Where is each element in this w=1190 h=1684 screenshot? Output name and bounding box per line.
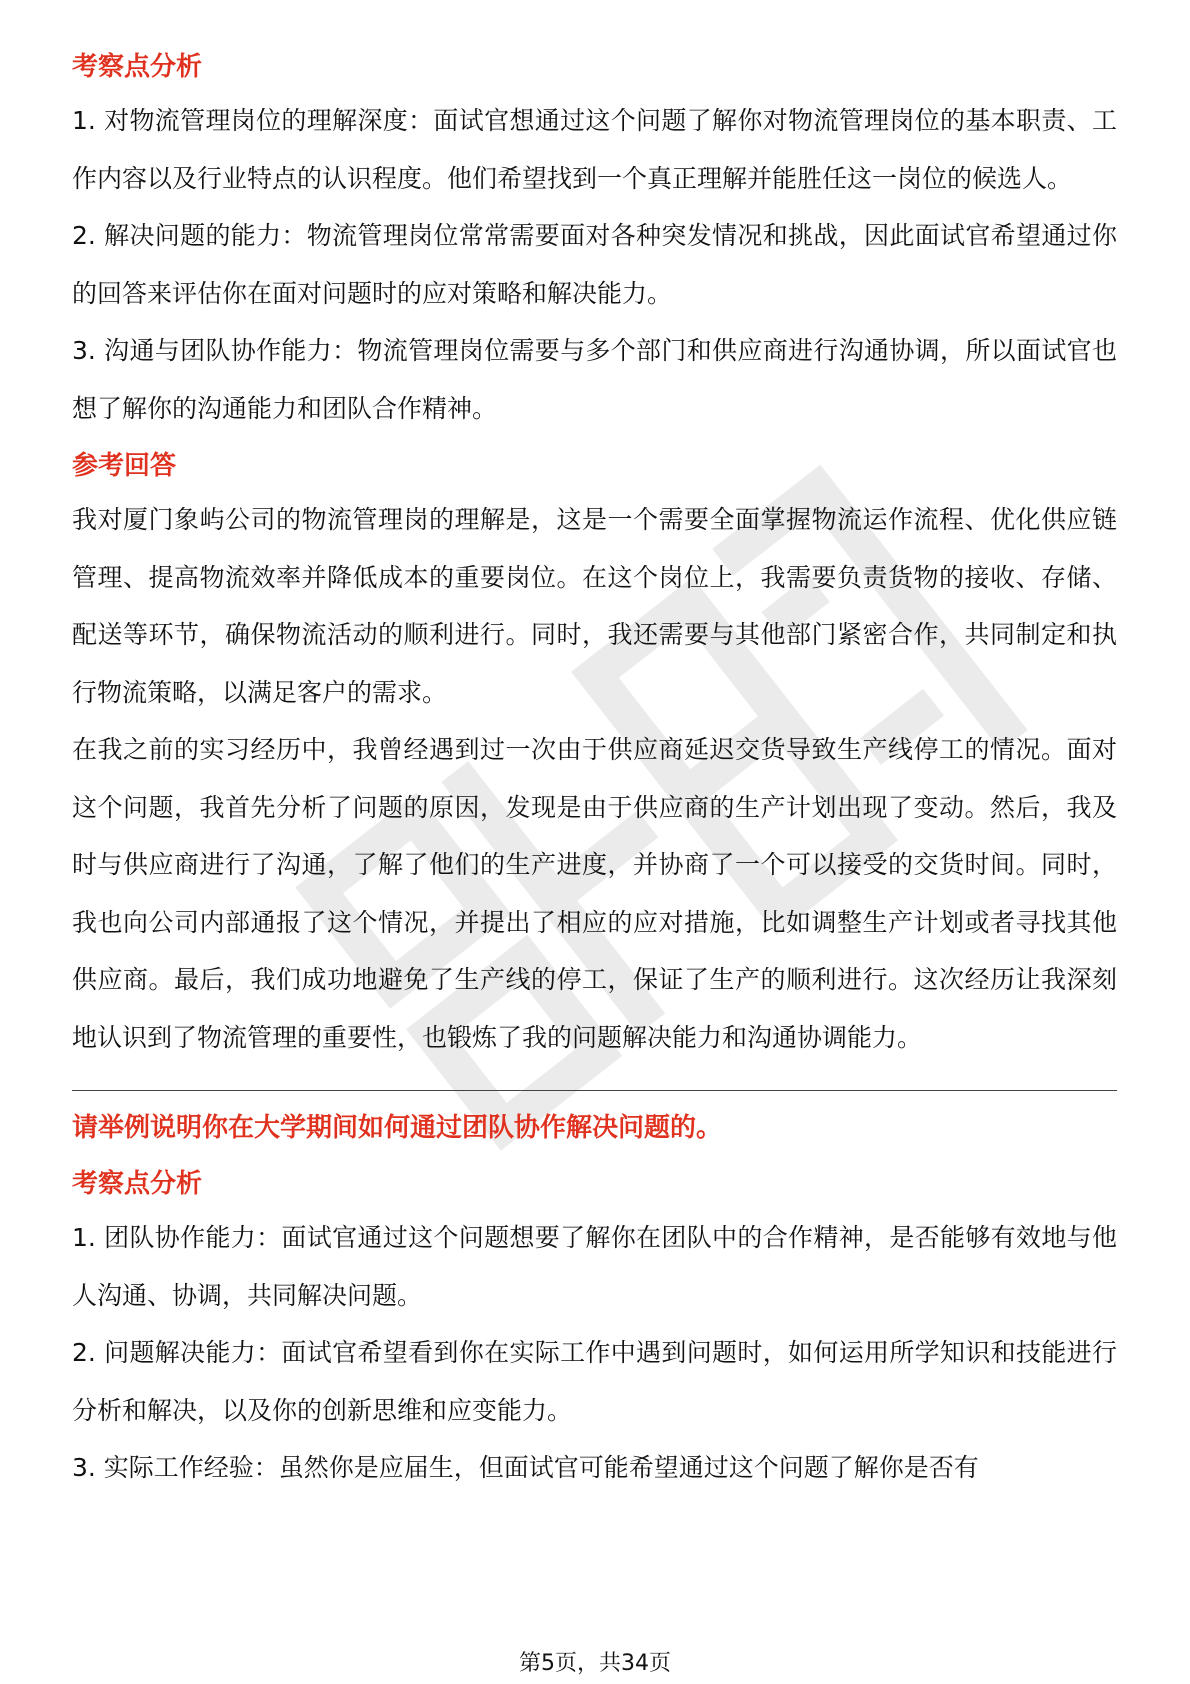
page-number: 第5页，共34页 [519, 1651, 671, 1676]
answer-paragraph: 在我之前的实习经历中，我曾经遇到过一次由于供应商延迟交货导致生产线停工的情况。面对这个问题，我首先分析了问题的原因，发现是由于供应商的生产计划出现了变动。然后，我及时与供应商进行了沟通，了解了他们的生产进度，并协商了一个可以接受的交货时间。同时，我也向公司内部通报了这个情况，并提出了相应的应对措施，比如调整生产计划或者寻找其他供应商。最后，我们成功地避免了生产线的停工，保证了生产的顺利进行。这次经历让我深刻地认识到了物流管理的重要性，也锻炼了我的问题解决能力和沟通协调能力。 [72, 735, 1117, 1052]
main-content [72, 48, 1117, 1497]
analysis-item: 1. 团队协作能力：面试官通过这个问题想要了解你在团队中的合作精神，是否能够有效地与他人沟通、协调，共同解决问题。 [72, 1223, 1117, 1310]
answer-paragraph: 我对厦门象屿公司的物流管理岗的理解是，这是一个需要全面掌握物流运作流程、优化供应链管理、提高物流效率并降低成本的重要岗位。在这个岗位上，我需要负责货物的接收、存储、配送等环节，确保物流活动的顺利进行。同时，我还需要与其他部门紧密合作，共同制定和执行物流策略，以满足客户的需求。 [72, 505, 1117, 707]
analysis-item: 3. 沟通与团队协作能力：物流管理岗位需要与多个部门和供应商进行沟通协调，所以面试官也想了解你的沟通能力和团队合作精神。 [72, 336, 1117, 423]
question-heading: 请举例说明你在大学期间如何通过团队协作解决问题的。 [72, 1113, 723, 1143]
analysis-item: 1. 对物流管理岗位的理解深度：面试官想通过这个问题了解你对物流管理岗位的基本职责、工作内容以及行业特点的认识程度。他们希望找到一个真正理解并能胜任这一岗位的候选人。 [72, 106, 1117, 193]
section-divider [72, 1090, 1117, 1091]
answer-heading: 参考回答 [72, 451, 177, 481]
analysis-heading: 考察点分析 [72, 52, 203, 82]
analysis-heading: 考察点分析 [72, 1169, 203, 1199]
analysis-item: 2. 解决问题的能力：物流管理岗位常常需要面对各种突发情况和挑战，因此面试官希望通过你的回答来评估你在面对问题时的应对策略和解决能力。 [72, 221, 1117, 308]
analysis-item: 3. 实际工作经验：虽然你是应届生，但面试官可能希望通过这个问题了解你是否有 [72, 1453, 979, 1482]
analysis-item: 2. 问题解决能力：面试官希望看到你在实际工作中遇到问题时，如何运用所学知识和技能进行分析和解决，以及你的创新思维和应变能力。 [72, 1338, 1117, 1425]
